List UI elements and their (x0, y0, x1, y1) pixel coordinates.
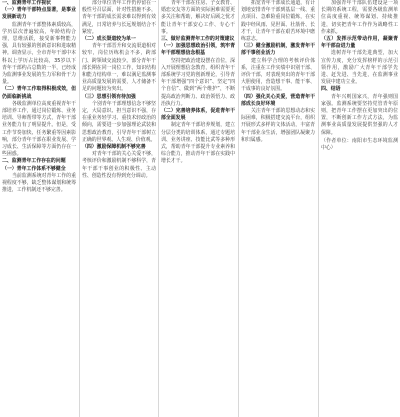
text-column-3 (161, 0, 235, 166)
paragraph: 当前监测系统对青年工作的重视程度不够，缺乏整体谋划和统筹推进，工作机制还不够完善。 (2, 172, 76, 194)
paragraph: 拓宽青年干部成长通道，有计划地安排青年干部到基层一线、重点项目、急难险重岗位锻炼，在实践中经风雨、见世面、壮筋骨、长才干，让青年干部在艰苦环境中磨练意志。 (241, 0, 315, 43)
paragraph: 各级监测单位高度重视青年干部培养工作，通过岗位锻炼、业务培训、导师帮带等方式，青年干部业务能力有了明显提升。但是，受工作节奏加快、任务繁重等因素影响，部分青年干部在职业发展、学习成长、生活保障等方面仍存在一些困惑。 (2, 100, 76, 158)
paragraph: 青年干部在住房、子女教育、婚恋交友等方面的实际困难需要更多关注和帮助，解决好后顾之忧才能让青年干部安心工作、专心干事。 (161, 0, 235, 35)
text-column-1 (2, 0, 76, 194)
paragraph: 建立科学合理的考核评价体系，注重在工作实绩中识别干部、评价干部，对表现突出的青年干部大胆使用，营造想干事、能干事、干成事的良好氛围。 (241, 57, 315, 93)
section-heading: （五）发挥示范带动作用，凝聚青年干部奋进力量 (321, 36, 398, 50)
section-heading: （四）强化关心关爱，营造青年干部成长良好环境 (241, 93, 315, 107)
column-divider (318, 0, 319, 417)
paragraph: 青年兴则国家兴，青年强则国家强。监测系统要坚持党管青年原则，把青年工作摆在更加突出的位置，不断创新工作方式方法，为监测事业高质量发展提供坚强的人才保障。 (321, 93, 398, 136)
paragraph: 对青年干部的关心关爱不够，考核评价和激励机制不够科学，青年干部干事创业的积极性、主动性、创造性没有得到充分调动。 (82, 151, 156, 179)
column-divider (79, 0, 80, 417)
text-column-2 (82, 0, 156, 180)
paragraph: 监测青年干部整体素质较高，学历层次普遍较高，年龄结构合理，思维活跃，接受新事物能力强，具有较强的创新意识和进取精神。调查显示，全市青年干部中本科以上学历占比较高，35岁以下青年干部约占总数的一半，已经成为监测事业发展的生力军和骨干力量。 (2, 21, 76, 86)
column-divider (158, 0, 159, 417)
section-heading: 三、做好监测青年工作的对策建议 (161, 36, 235, 43)
paragraph: （作者单位：南阳市生态环境监测中心） (321, 137, 398, 152)
paragraph: 部分单位青年工作仍停留在一般性号召层面，针对性措施不多，青年干部的成长需求难以得到有效满足，日常培养与长远规划结合不紧密。 (82, 0, 156, 35)
text-column-5 (321, 0, 398, 153)
paragraph: 坚持把政治建设摆在首位，深入开展理想信念教育，组织青年干部系统学习党的创新理论，引导青年干部增强“四个意识”、坚定“四个自信”、做到“两个维护”，不断提高政治判断力、政治领悟力、政治执行力。 (161, 57, 235, 107)
section-heading: （一）青年工作体系不够健全 (2, 165, 66, 172)
section-heading: （一）加强思想政治引领，筑牢青年干部理想信念根基 (161, 43, 235, 57)
text-column-4 (241, 0, 315, 144)
section-heading: （二）青年工作取得积极成效，但仍面临新挑战 (2, 86, 76, 100)
paragraph: 青年干部晋升和交流渠道相对较窄，岗位历练机会不多，跨部门、跨领域交流较少。部分青年干部长期在同一岗位工作，知识结构和能力结构单一，难以满足监测事业高质量发展的需要，人才储备不足的问题较为突出。 (82, 43, 156, 93)
column-divider (238, 0, 239, 417)
paragraph: 加强青年干部队伍建设是一项长期的系统工程，需要各级监测单位高度重视、统筹谋划、持续推进，切实把青年工作作为战略性工作来抓。 (321, 0, 398, 35)
section-heading: （二）完善培养体系，促进青年干部全面发展 (161, 108, 235, 122)
paragraph: 制定青年干部培养规划，建立分层分类的培训体系，通过专题培训、业务讲座、技能比武等多种形式，帮助青年干部提升专业素养和综合能力，推动青年干部在实践中增长才干。 (161, 122, 235, 165)
paragraph: 选树青年干部先进典型，加大宣传力度，充分发挥榜样的示范引领作用，激励广大青年干部学先进、赶先进、当先进，在监测事业发展中建功立业。 (321, 50, 398, 86)
section-heading: （一）青年干部特点显著，是事业发展新动力 (2, 7, 76, 21)
section-heading: （四）激励保障机制不够完善 (82, 144, 146, 151)
section-heading: （三）思想引领有待加强 (82, 93, 136, 100)
section-heading: 二、监测青年工作存在的问题 (2, 158, 66, 165)
section-heading: （三）健全激励机制，激发青年干部干事创业活力 (241, 43, 315, 57)
section-heading: 四、结语 (321, 86, 341, 93)
section-heading: （二）成长渠道较为单一 (82, 36, 136, 43)
paragraph: 个别青年干部理想信念不够坚定，大局意识、担当意识不强，存在重业务轻学习、重技术轻政治的倾向，需要进一步加强理论武装和思想政治教育，引导青年干部树立正确的世界观、人生观、价值观。 (82, 100, 156, 143)
section-heading: 一、监测青年工作视状 (2, 0, 51, 6)
paragraph: 关注青年干部的思想动态和实际困难，积极搭建交流平台，组织开展形式多样的文体活动，丰富青年干部业余生活，增强团队凝聚力和归属感。 (241, 108, 315, 143)
